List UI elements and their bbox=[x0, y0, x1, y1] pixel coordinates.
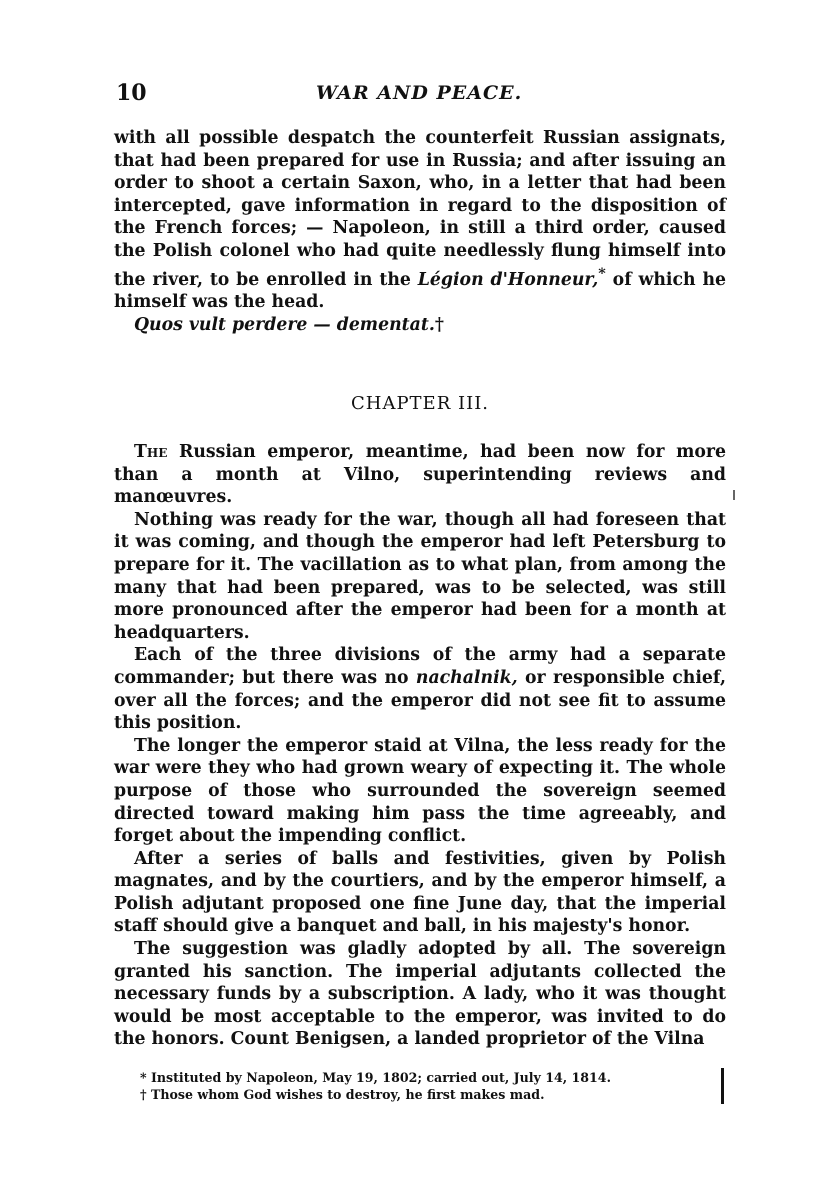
paragraph-6: The suggestion was gladly adopted by all. The sovereign granted his sanction. The imperial adjutants collected the necessary funds by a subscription. A lady, who it was thought would be most acceptable to the emperor, was invited to do the honors. Count Benigsen, a landed proprietor of the Vilna bbox=[114, 939, 726, 1050]
margin-bar bbox=[721, 1068, 724, 1104]
footnotes bbox=[140, 1070, 720, 1103]
legion-term: Légion d'Honneur, bbox=[417, 269, 599, 290]
footnote-marker-star: * bbox=[598, 264, 606, 282]
running-title: WAR AND PEACE. bbox=[316, 82, 523, 104]
paragraph-4: The longer the emperor staid at Vilna, the less ready for the war were they who had grown weary of expecting it. The whole purpose of those who surrounded the sovereign seemed directed toward making him pass the time agreeably, and forget about the impending conflict. bbox=[114, 735, 726, 847]
margin-mark bbox=[733, 490, 735, 500]
paragraph-3: Each of the three divisions of the army had a separate commander; but there was no nachalnik, or responsible chief, over all the forces; and the emperor did not see fit to assume this position. bbox=[114, 645, 726, 734]
footnote-2: † Those whom God wishes to destroy, he first makes mad. bbox=[140, 1086, 545, 1102]
opening-word: The bbox=[134, 442, 168, 462]
latin-quote: Quos vult perdere — dementat.† bbox=[134, 314, 444, 335]
paragraph-2: Nothing was ready for the war, though all had foreseen that it was coming, and though the emperor had left Petersburg to prepare for it. The vacillation as to what plan, from among the many that had been prepared, was to be selected, was still more pronounced after the emperor had been for a month at headquarters. bbox=[114, 509, 726, 643]
footnote-marker-dagger: † bbox=[434, 314, 444, 335]
continued-paragraph: with all possible despatch the counterfeit Russian assignats, that had been prepared for use in Russia; and after issuing an order to shoot a certain Saxon, who, in a letter that had been intercepted, gave information in regard to the disposition of the French forces; — Napoleon, in still a third order, caused the Polish colonel who had quite needlessly flung himself into the river, to be enrolled in the Légion d'Honneur,* of which he himself was the head. bbox=[114, 128, 726, 312]
chapter-heading: CHAPTER III. bbox=[350, 393, 490, 414]
continuation-text bbox=[114, 127, 726, 336]
page-number: 10 bbox=[116, 80, 147, 106]
chapter-body bbox=[114, 441, 726, 1051]
footnote-1: * Instituted by Napoleon, May 19, 1802; carried out, July 14, 1814. bbox=[140, 1070, 611, 1085]
paragraph-5: After a series of balls and festivities, given by Polish magnates, and by the courtiers, and by the emperor himself, a Polish adjutant proposed one fine June day, that the imperial staff should give a banquet and ball, in his majesty's honor. bbox=[114, 848, 726, 937]
running-head bbox=[116, 80, 736, 110]
nachalnik-term: nachalnik, bbox=[415, 667, 518, 688]
paragraph-1: The Russian emperor, meantime, had been now for more than a month at Vilno, superintending reviews and manœuvres. bbox=[114, 442, 726, 508]
